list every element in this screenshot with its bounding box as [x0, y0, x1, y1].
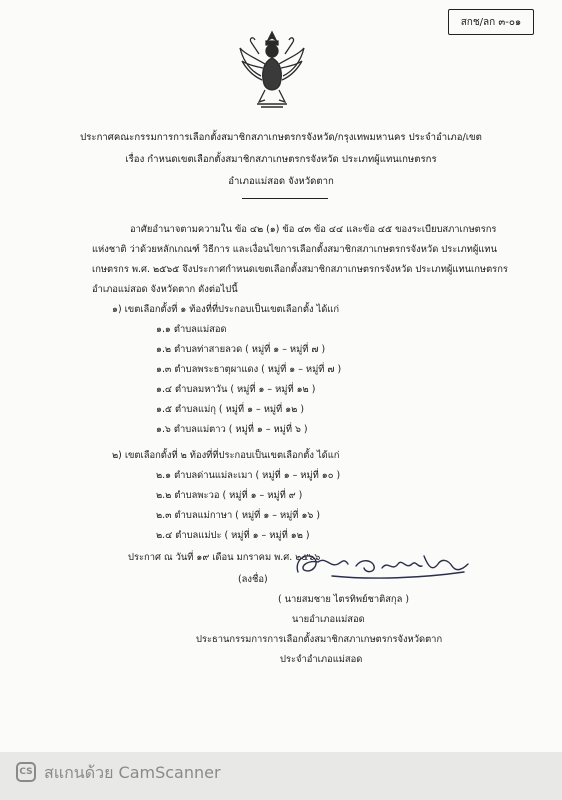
zone-2-item: ๒.๔ ตำบลแม่ปะ ( หมู่ที่ ๑ – หมู่ที่ ๑๒ ) [156, 530, 310, 541]
zone-1-item: ๑.๖ ตำบลแม่ตาว ( หมู่ที่ ๑ – หมู่ที่ ๖ ) [156, 424, 308, 435]
zone-1-title: ๑) เขตเลือกตั้งที่ ๑ ท้องที่ที่ประกอบเป็นเขตเลือกตั้ง ได้แก่ [112, 304, 340, 315]
zone-1-item: ๑.๒ ตำบลท่าสายลวด ( หมู่ที่ ๑ – หมู่ที่ ๗ ) [156, 344, 326, 355]
zone-2-title: ๒) เขตเลือกตั้งที่ ๒ ท้องที่ที่ประกอบเป็นเขตเลือกตั้ง ได้แก่ [112, 450, 340, 461]
heading-line-1: ประกาศคณะกรรมการการเลือกตั้งสมาชิกสภาเกษตรกรจังหวัด/กรุงเทพมหานคร ประจำอำเภอ/เขต [80, 132, 482, 143]
heading-line-3: อำเภอแม่สอด จังหวัดตาก [228, 176, 334, 187]
zone-1-item: ๑.๔ ตำบลมหาวัน ( หมู่ที่ ๑ – หมู่ที่ ๑๒ ) [156, 384, 316, 395]
heading-line-2: เรื่อง กำหนดเขตเลือกตั้งสมาชิกสภาเกษตรกรจังหวัด ประเภทผู้แทนเกษตรกร [125, 154, 437, 165]
intro-line-4: อำเภอแม่สอด จังหวัดตาก ดังต่อไปนี้ [92, 284, 238, 295]
intro-line-2: แห่งชาติ ว่าด้วยหลักเกณฑ์ วิธีการ และเงื่อนไขการเลือกตั้งสมาชิกสภาเกษตรกรจังหวัด ประเภทผู้แทน [92, 244, 497, 255]
form-code-box: สกช/ลก ๓-๐๑ [448, 9, 534, 35]
zone-1-item: ๑.๑ ตำบลแม่สอด [156, 324, 227, 335]
handwritten-signature [292, 546, 472, 586]
camscanner-logo-icon: CS [16, 762, 36, 782]
signer-position-2: ประธานกรรมการการเลือกตั้งสมาชิกสภาเกษตรกรจังหวัดตาก [196, 634, 443, 645]
scanner-watermark-text: สแกนด้วย CamScanner [44, 763, 221, 782]
heading-divider [242, 198, 328, 199]
signer-name: ( นายสมชาย ไตรทิพย์ชาติสกุล ) [278, 594, 409, 605]
intro-line-1: อาศัยอำนาจตามความใน ข้อ ๔๒ (๑) ข้อ ๔๓ ข้อ ๔๔ และข้อ ๔๕ ของระเบียบสภาเกษตรกร [130, 224, 497, 235]
zone-2-item: ๒.๓ ตำบลแม่กาษา ( หมู่ที่ ๑ – หมู่ที่ ๑๖ ) [156, 510, 320, 521]
signer-position-3: ประจำอำเภอแม่สอด [280, 654, 363, 665]
scanner-footer [0, 752, 562, 800]
zone-1-item: ๑.๓ ตำบลพระธาตุผาแดง ( หมู่ที่ ๑ – หมู่ที่ ๗ ) [156, 364, 342, 375]
zone-2-item: ๒.๒ ตำบลพะวอ ( หมู่ที่ ๑ – หมู่ที่ ๙ ) [156, 490, 303, 501]
zone-2-item: ๒.๑ ตำบลด่านแม่ละเมา ( หมู่ที่ ๑ – หมู่ที่ ๑๐ ) [156, 470, 341, 481]
intro-line-3: เกษตรกร พ.ศ. ๒๕๖๕ จึงประกาศกำหนดเขตเลือกตั้งสมาชิกสภาเกษตรกรจังหวัด ประเภทผู้แทนเกษตรกร [92, 264, 508, 275]
garuda-emblem-icon [237, 28, 307, 110]
sign-label: (ลงชื่อ) [238, 574, 268, 585]
signer-position-1: นายอำเภอแม่สอด [292, 614, 365, 625]
announcement-date: ประกาศ ณ วันที่ ๑๙ เดือน มกราคม พ.ศ. ๒๕๖๖ [128, 552, 321, 563]
zone-1-item: ๑.๕ ตำบลแม่กุ ( หมู่ที่ ๑ – หมู่ที่ ๑๒ ) [156, 404, 304, 415]
